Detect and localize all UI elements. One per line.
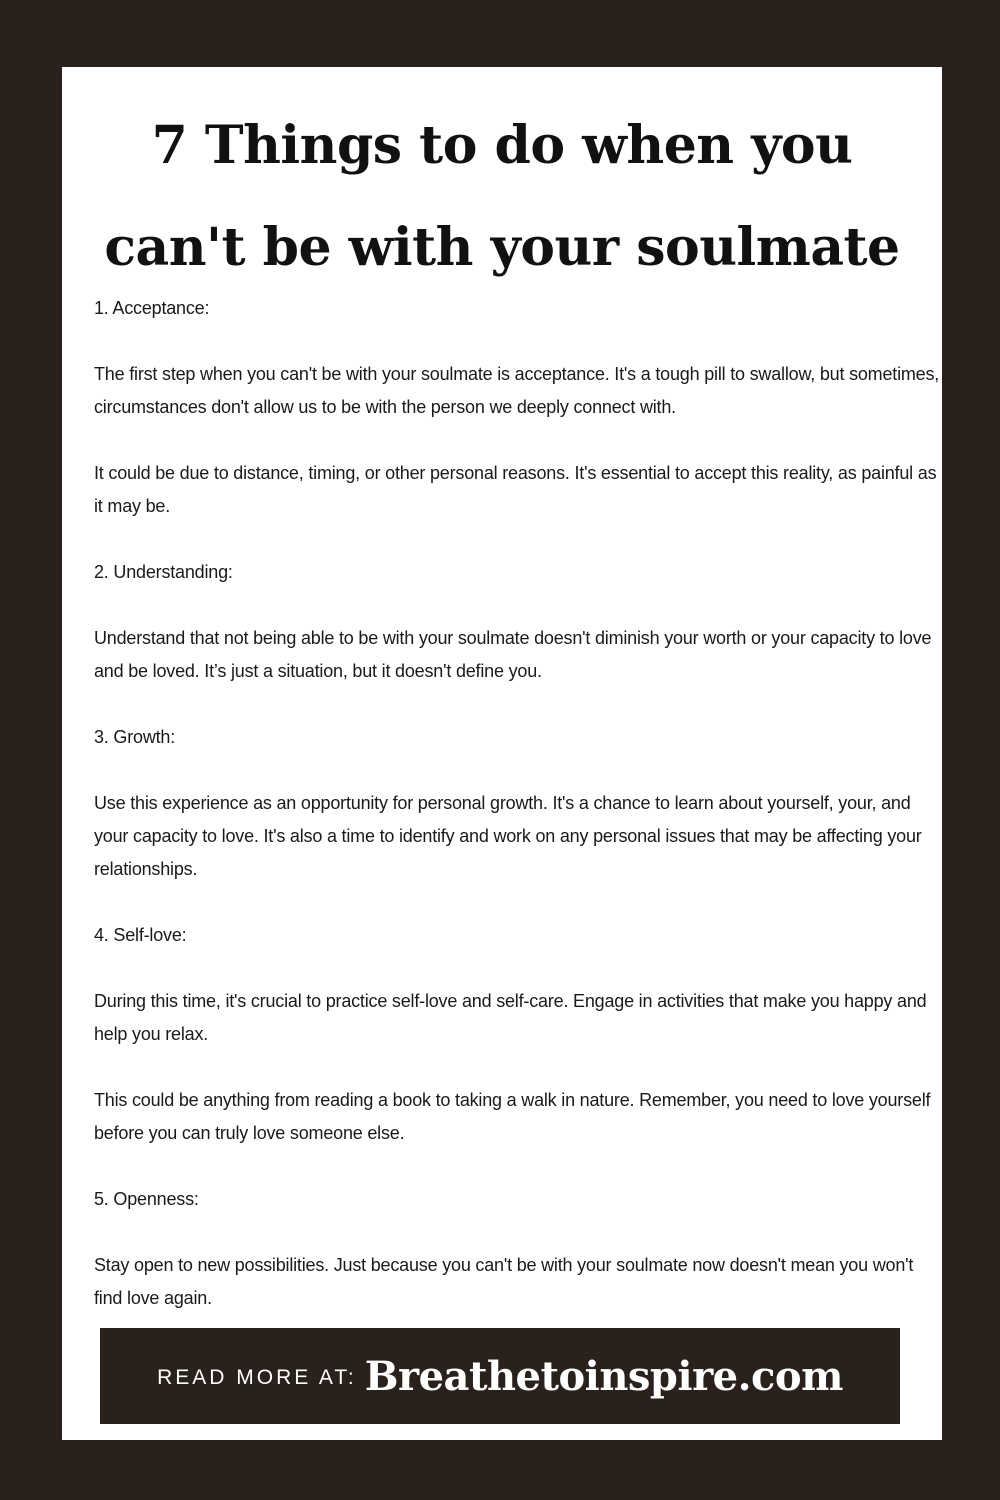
- section-heading: 5. Openness:: [94, 1189, 199, 1209]
- section-heading: 1. Acceptance:: [94, 298, 210, 318]
- site-link[interactable]: Breathetoinspire.com: [364, 1352, 843, 1400]
- paragraph: Understand that not being able to be with your soulmate doesn't diminish your worth or your capacity to love and be loved. It’s just a situation, but it doesn't define you.: [94, 628, 932, 681]
- title-line-2: can't be with your soulmate: [104, 217, 900, 278]
- paragraph: It could be due to distance, timing, or other personal reasons. It's essential to accept this reality, as painful as it may be.: [94, 463, 937, 516]
- article-card: [62, 67, 942, 1440]
- read-more-label: READ MORE AT:: [157, 1366, 357, 1389]
- article-body: [94, 292, 944, 1348]
- page-title: [62, 95, 942, 299]
- read-more-banner[interactable]: [100, 1328, 900, 1424]
- paragraph: During this time, it's crucial to practice self-love and self-care. Engage in activities that make you happy and help you relax.: [94, 991, 927, 1044]
- title-line-1: 7 Things to do when you: [151, 115, 853, 176]
- paragraph: This could be anything from reading a book to taking a walk in nature. Remember, you need to love yourself before you can truly love someone else.: [94, 1090, 931, 1143]
- paragraph: Use this experience as an opportunity for personal growth. It's a chance to learn about yourself, your, and your capacity to love. It's also a time to identify and work on any personal issues that may be affecting your relationships.: [94, 793, 922, 879]
- section-heading: 4. Self-love:: [94, 925, 187, 945]
- section-heading: 2. Understanding:: [94, 562, 233, 582]
- paragraph: Stay open to new possibilities. Just because you can't be with your soulmate now doesn't mean you won't find love again.: [94, 1255, 914, 1308]
- paragraph: The first step when you can't be with your soulmate is acceptance. It's a tough pill to swallow, but sometimes, circumstances don't allow us to be with the person we deeply connect with.: [94, 364, 940, 417]
- section-heading: 3. Growth:: [94, 727, 176, 747]
